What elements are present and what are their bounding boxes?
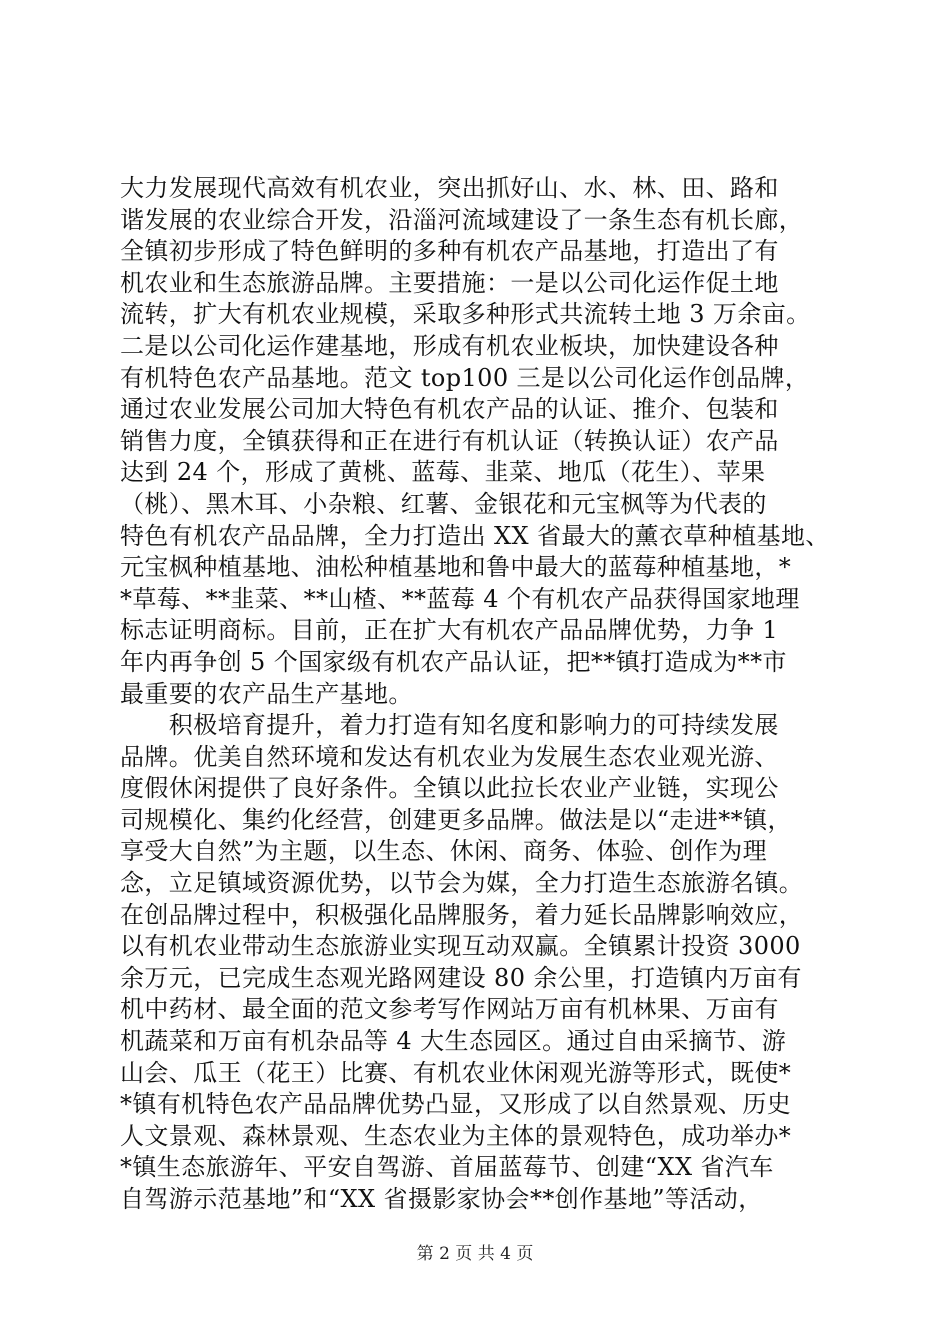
page-footer: 第 2 页 共 4 页	[416, 1244, 534, 1264]
text-line: 通过农业发展公司加大特色有机农产品的认证、推介、包装和	[120, 395, 779, 424]
text-line: 全镇初步形成了特色鲜明的多种有机农产品基地，打造出了有	[120, 237, 779, 266]
text-line: 流转，扩大有机农业规模，采取多种形式共流转土地 3 万余亩。	[120, 300, 811, 329]
text-line: *镇有机特色农产品品牌优势凸显，又形成了以自然景观、历史	[120, 1090, 792, 1119]
text-line: 元宝枫种植基地、油松种植基地和鲁中最大的蓝莓种植基地，*	[120, 553, 792, 582]
text-line: 度假休闲提供了良好条件。全镇以此拉长农业产业链，实现公	[120, 774, 779, 803]
text-line: （桃）、黑木耳、小杂粮、红薯、金银花和元宝枫等为代表的	[120, 489, 767, 518]
text-line: 机蔬菜和万亩有机杂品等 4 大生态园区。通过自由采摘节、游	[120, 1027, 787, 1056]
document-body	[120, 173, 840, 1216]
text-line: 人文景观、森林景观、生态农业为主体的景观特色，成功举办*	[120, 1121, 792, 1150]
text-line: 年内再争创 5 个国家级有机农产品认证，把**镇打造成为**市	[120, 647, 787, 676]
text-line: 自驾游示范基地”和“XX 省摄影家协会**创作基地”等活动，	[120, 1185, 763, 1213]
text-line: 司规模化、集约化经营，创建更多品牌。做法是以“走进**镇，	[120, 805, 792, 834]
text-line: 谐发展的农业综合开发，沿淄河流域建设了一条生态有机长廊，	[120, 205, 804, 234]
text-line: *草莓、**韭菜、**山楂、**蓝莓 4 个有机农产品获得国家地理	[120, 584, 800, 613]
text-line: 大力发展现代高效有机农业，突出抓好山、水、林、田、路和	[120, 174, 779, 202]
text-line: 享受大自然”为主题，以生态、休闲、商务、体验、创作为理	[120, 837, 768, 866]
text-line: 达到 24 个，形成了黄桃、蓝莓、韭菜、地瓜（花生）、苹果	[120, 458, 766, 487]
text-line: 机中药材、最全面的范文参考写作网站万亩有机林果、万亩有	[120, 995, 779, 1024]
text-line: 特色有机农产品品牌，全力打造出 XX 省最大的薰衣草种植基地、	[120, 521, 830, 550]
text-line: 标志证明商标。目前，正在扩大有机农产品品牌优势，力争 1	[120, 616, 779, 645]
text-line: 二是以公司化运作建基地，形成有机农业板块，加快建设各种	[120, 331, 779, 360]
text-line: 销售力度，全镇获得和正在进行有机认证（转换认证）农产品	[120, 426, 779, 455]
text-line: 余万元，已完成生态观光路网建设 80 余公里，打造镇内万亩有	[120, 963, 802, 992]
text-line: *镇生态旅游年、平安自驾游、首届蓝莓节、创建“XX 省汽车	[120, 1153, 774, 1182]
text-line: 机农业和生态旅游品牌。主要措施：一是以公司化运作促土地	[120, 268, 779, 297]
text-line: 品牌。优美自然环境和发达有机农业为发展生态农业观光游、	[120, 742, 779, 771]
text-line: 在创品牌过程中，积极强化品牌服务，着力延长品牌影响效应，	[120, 900, 804, 929]
text-line: 最重要的农产品生产基地。	[120, 679, 413, 708]
text-line: 积极培育提升，着力打造有知名度和影响力的可持续发展	[120, 711, 779, 740]
text-line: 以有机农业带动生态旅游业实现互动双赢。全镇累计投资 3000	[120, 932, 801, 961]
text-line: 山会、瓜王（花王）比赛、有机农业休闲观光游等形式，既使*	[120, 1058, 792, 1087]
text-line: 有机特色农产品基地。范文 top100 三是以公司化运作创品牌，	[120, 363, 810, 392]
text-line: 念，立足镇域资源优势，以节会为媒，全力打造生态旅游名镇。	[120, 869, 804, 898]
